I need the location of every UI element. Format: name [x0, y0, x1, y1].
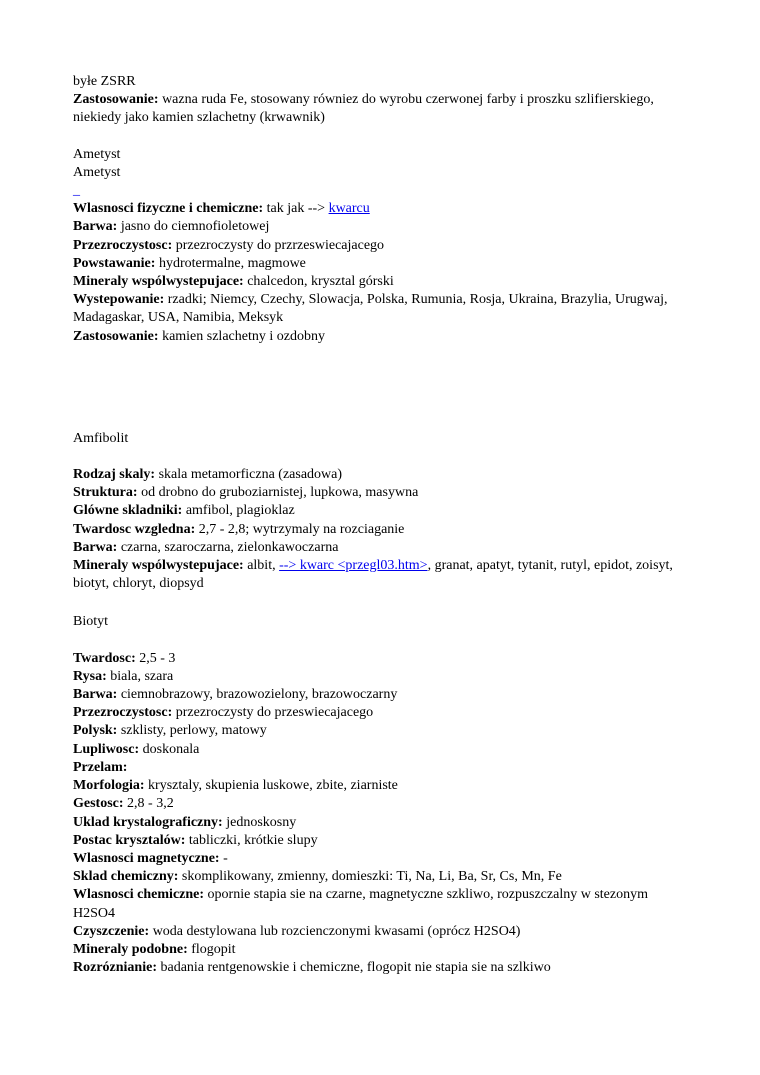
field-row	[73, 832, 688, 850]
field-value: wazna ruda Fe, stosowany równiez do wyrobu czerwonej farby i proszku szlifierskiego, niekiedy jako kamien szlachetny (krwawnik)	[73, 92, 654, 126]
field-value: -	[223, 850, 228, 866]
field-label: Rysa:	[73, 668, 107, 684]
field-row	[73, 328, 688, 346]
field-row	[73, 959, 688, 977]
field-value: chalcedon, krysztal górski	[247, 274, 394, 290]
field-label: Struktura:	[73, 485, 138, 501]
field-label: Polysk:	[73, 723, 118, 739]
kwarcu-link[interactable]: kwarcu	[328, 201, 370, 217]
field-value: od drobno do gruboziarnistej, lupkowa, masywna	[141, 485, 419, 501]
field-value: rzadki; Niemcy, Czechy, Slowacja, Polska, Rumunia, Rosja, Ukraina, Brazylia, Urugwaj, Madagaskar, USA, Namibia, Meksyk	[73, 292, 668, 326]
field-value: 2,8 - 3,2	[127, 796, 174, 812]
field-label: Przelam:	[73, 759, 128, 775]
field-label: Twardosc:	[73, 650, 136, 666]
field-label: Wlasnosci chemiczne:	[73, 887, 205, 903]
field-value: skomplikowany, zmienny, domieszki: Ti, Na, Li, Ba, Sr, Cs, Mn, Fe	[181, 869, 562, 885]
field-row	[73, 759, 688, 777]
field-label: Przezroczystosc:	[73, 237, 173, 253]
field-row	[73, 502, 688, 520]
field-label: Mineraly wspólwystepujace:	[73, 274, 244, 290]
field-row	[73, 539, 688, 557]
field-value: skala metamorficzna (zasadowa)	[158, 467, 343, 483]
field-label: Sklad chemiczny:	[73, 869, 179, 885]
field-label: Rodzaj skaly:	[73, 467, 156, 483]
field-label: Wystepowanie:	[73, 292, 165, 308]
field-label: Mineraly podobne:	[73, 941, 188, 957]
field-value: ciemnobrazowy, brazowozielony, brazowoczarny	[120, 687, 398, 703]
field-label: Uklad krystalograficzny:	[73, 814, 223, 830]
field-label: Twardosc wzgledna:	[73, 521, 196, 537]
field-row	[73, 704, 688, 722]
field-label: Rozróznianie:	[73, 960, 157, 976]
ametyst-properties	[73, 200, 688, 218]
field-value: tabliczki, krótkie slupy	[188, 832, 318, 848]
field-row	[73, 291, 688, 327]
field-row	[73, 686, 688, 704]
section-heading-biotyt: Biotyt	[73, 614, 109, 630]
amfibolit-minerals	[73, 557, 688, 593]
field-value: woda destylowana lub rozcienczonymi kwasami (oprócz H2SO4)	[152, 923, 521, 939]
field-value: przezroczysty do przrzeswiecajacego	[175, 237, 385, 253]
field-row	[73, 741, 688, 759]
field-value: czarna, szaroczarna, zielonkawoczarna	[120, 539, 339, 555]
field-row	[73, 886, 688, 922]
field-label: Zastosowanie:	[73, 328, 159, 344]
field-value: 2,7 - 2,8; wytrzymaly na rozciaganie	[198, 521, 405, 537]
field-row	[73, 814, 688, 832]
amfibolit-field-list	[73, 466, 688, 557]
field-label: Lupliwosc:	[73, 741, 140, 757]
empty-link[interactable]: _	[73, 183, 80, 199]
kwarc-link[interactable]: --> kwarc <przegl03.htm>	[279, 558, 428, 574]
ametyst-field-list	[73, 218, 688, 345]
field-label: Barwa:	[73, 219, 118, 235]
field-row	[73, 218, 688, 236]
field-value: krysztaly, skupienia luskowe, zbite, ziarniste	[148, 778, 398, 794]
occurrence-tail: byłe ZSRR	[73, 74, 136, 89]
field-label: Barwa:	[73, 687, 118, 703]
section-heading-ametyst: Ametyst	[73, 146, 121, 162]
field-row	[73, 795, 688, 813]
field-value: biala, szara	[110, 668, 174, 684]
field-value: opornie stapia sie na czarne, magnetyczne szkliwo, rozpuszczalny w stezonym H2SO4	[73, 887, 648, 921]
hematyt-application	[73, 91, 688, 127]
field-label: Zastosowanie:	[73, 92, 159, 108]
field-label: Wlasnosci fizyczne i chemiczne:	[73, 201, 264, 217]
field-value: jednoskosny	[226, 814, 297, 830]
field-row	[73, 484, 688, 502]
section-heading-amfibolit: Amfibolit	[73, 430, 129, 446]
field-value-tail: , granat, apatyt, tytanit, rutyl, epidot, zoisyt, biotyt, chloryt, diopsyd	[73, 558, 673, 592]
field-row	[73, 668, 688, 686]
field-row	[73, 237, 688, 255]
field-label: Mineraly wspólwystepujace:	[73, 558, 244, 574]
field-row	[73, 521, 688, 539]
document-page	[73, 73, 688, 977]
field-row	[73, 941, 688, 959]
field-label: Glówne skladniki:	[73, 503, 183, 519]
field-label: Barwa:	[73, 539, 118, 555]
field-value: 2,5 - 3	[139, 650, 176, 666]
field-label: Gestosc:	[73, 796, 124, 812]
field-value: przezroczysty do przeswiecajacego	[175, 705, 374, 721]
field-row	[73, 273, 688, 291]
empty-link-line	[73, 182, 688, 200]
field-label: Wlasnosci magnetyczne:	[73, 850, 220, 866]
field-label: Przezroczystosc:	[73, 705, 173, 721]
biotyt-field-list	[73, 650, 688, 978]
field-value: doskonala	[142, 741, 200, 757]
field-row	[73, 777, 688, 795]
field-row	[73, 868, 688, 886]
field-row	[73, 650, 688, 668]
field-value: albit,	[247, 558, 276, 574]
field-value: kamien szlachetny i ozdobny	[162, 328, 325, 344]
field-value: hydrotermalne, magmowe	[158, 255, 306, 271]
field-row	[73, 255, 688, 273]
field-value: jasno do ciemnofioletowej	[120, 219, 270, 235]
field-value: badania rentgenowskie i chemiczne, flogopit nie stapia sie na szlkiwo	[160, 960, 551, 976]
field-label: Postac krysztalów:	[73, 832, 186, 848]
field-label: Czyszczenie:	[73, 923, 150, 939]
field-row	[73, 850, 688, 868]
field-row	[73, 923, 688, 941]
field-value: flogopit	[191, 941, 236, 957]
field-label: Morfologia:	[73, 778, 145, 794]
field-value: amfibol, plagioklaz	[185, 503, 295, 519]
field-row	[73, 722, 688, 740]
field-label: Powstawanie:	[73, 255, 156, 271]
field-value: szklisty, perlowy, matowy	[120, 723, 267, 739]
section-heading-ametyst-repeat: Ametyst	[73, 164, 121, 180]
field-row	[73, 466, 688, 484]
field-value: tak jak -->	[266, 201, 326, 217]
